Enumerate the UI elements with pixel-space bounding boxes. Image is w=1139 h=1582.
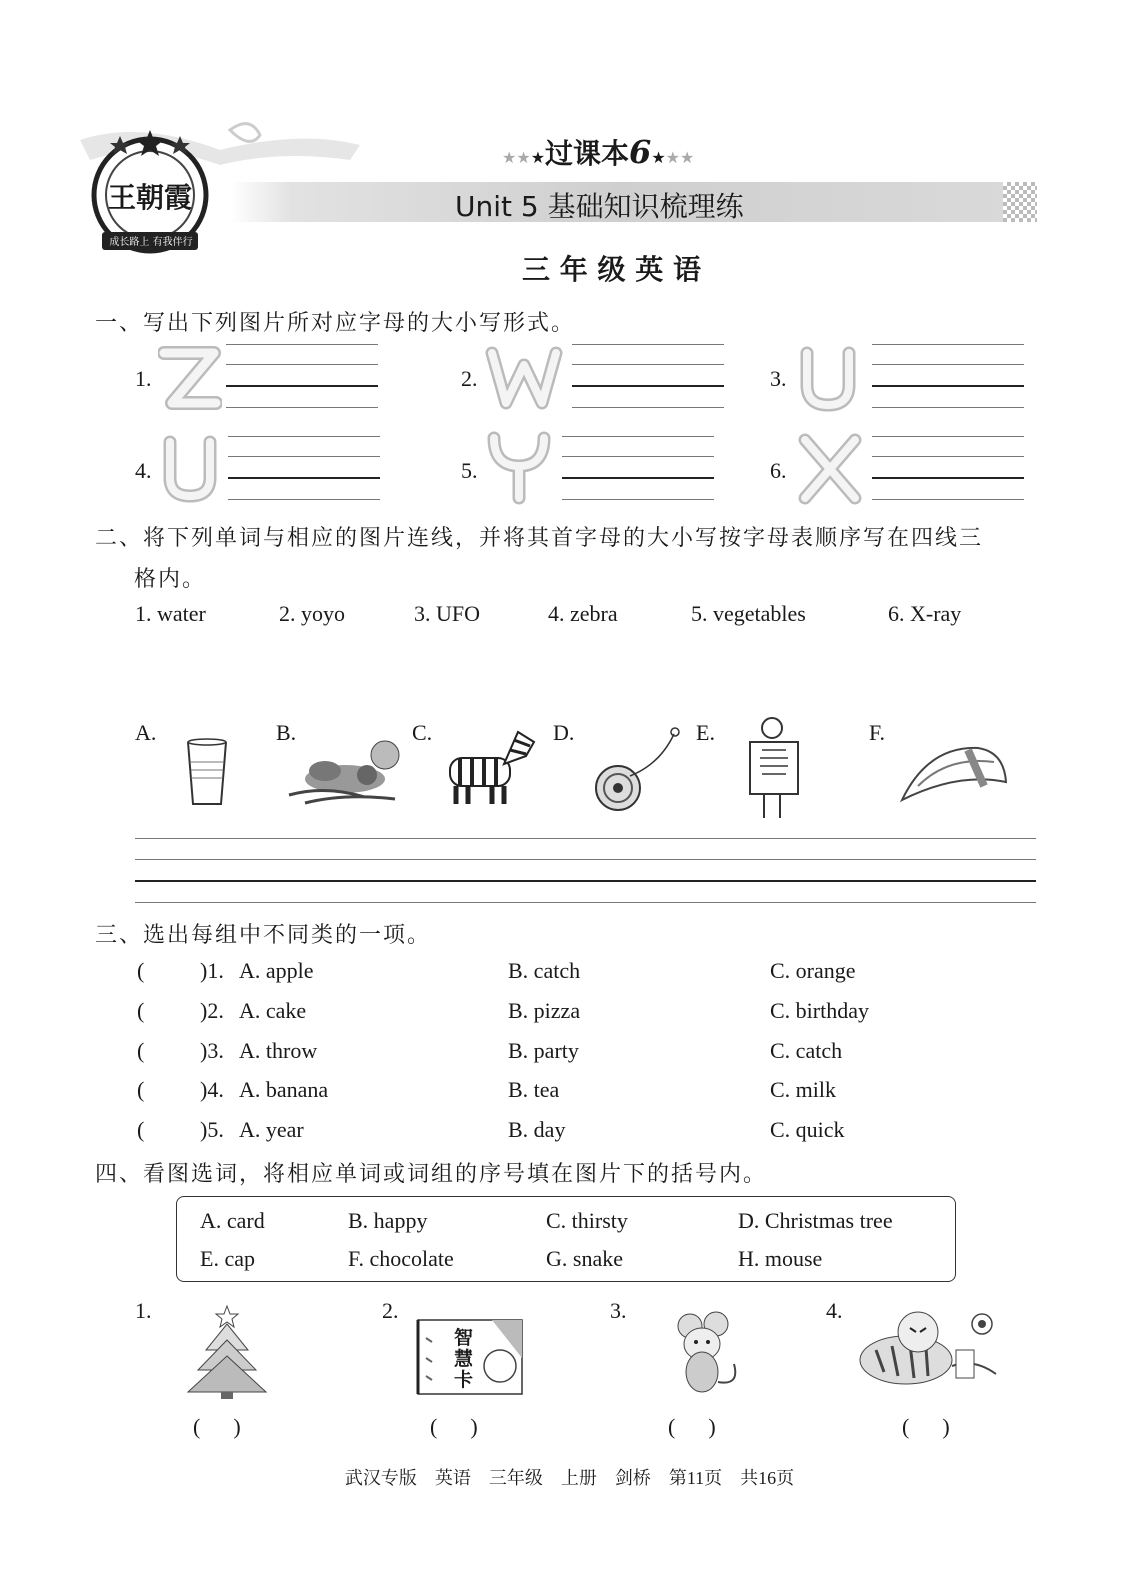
ufo-icon <box>898 742 1010 806</box>
four-line-grid <box>562 436 714 502</box>
letter-x-icon <box>795 432 865 506</box>
option-c: C. birthday <box>770 998 869 1023</box>
s2-word: 2. yoyo <box>279 601 345 626</box>
bank-option: G. snake <box>546 1246 623 1271</box>
question-number: )5. <box>200 1117 224 1142</box>
ribbon-pattern <box>1003 182 1037 222</box>
bank-option: E. cap <box>200 1246 255 1271</box>
letter-z-icon <box>158 345 222 413</box>
s1-item-num: 4. <box>135 458 152 483</box>
series-number: 6 <box>629 133 652 171</box>
s1-item-num: 6. <box>770 458 787 483</box>
option-b: B. pizza <box>508 998 581 1023</box>
s4-pic-num: 3. <box>610 1298 627 1323</box>
zebra-icon <box>440 724 538 810</box>
letter-w-icon <box>484 345 564 413</box>
question-number: )1. <box>200 958 224 983</box>
answer-paren-open[interactable]: ( <box>137 998 145 1023</box>
s4-pic-num: 2. <box>382 1298 399 1323</box>
answer-paren-open[interactable]: ( <box>137 1077 145 1102</box>
option-c: C. quick <box>770 1117 845 1142</box>
logo-text: 王朝霞 <box>108 181 193 214</box>
option-c: C. milk <box>770 1077 837 1102</box>
option-b: B. party <box>508 1038 579 1063</box>
answer-paren-open[interactable]: ( <box>137 958 145 983</box>
four-line-grid <box>872 344 1024 410</box>
answer-four-line-grid <box>135 838 1036 904</box>
four-line-grid <box>872 436 1024 502</box>
s4-pic-num: 4. <box>826 1298 843 1323</box>
option-a: A. banana <box>239 1077 329 1102</box>
bank-option: F. chocolate <box>348 1246 454 1271</box>
question-number: )4. <box>200 1077 224 1102</box>
unit-title: Unit 5 基础知识梳理练 <box>455 190 744 223</box>
letter-u-icon <box>795 345 861 413</box>
s2-word: 5. vegetables <box>691 601 806 626</box>
s2-pic-label: C. <box>412 720 433 745</box>
bank-option: D. Christmas tree <box>738 1208 893 1233</box>
s2-word: 4. zebra <box>548 601 618 626</box>
thirsty-tiger-icon <box>856 1306 1004 1392</box>
bank-option: C. thirsty <box>546 1208 628 1233</box>
christmas-tree-icon <box>184 1304 270 1400</box>
section1-title: 一、写出下列图片所对应字母的大小写形式。 <box>95 311 576 336</box>
option-a: A. throw <box>239 1038 318 1063</box>
s1-item-num: 5. <box>461 458 478 483</box>
card-text: 智慧卡 <box>454 1327 474 1391</box>
series-label: 过课本 <box>545 137 630 170</box>
option-c: C. orange <box>770 958 856 983</box>
answer-blank[interactable]: ( ) <box>668 1414 716 1439</box>
series-heading: ★★★过课本6★★★ <box>502 133 695 171</box>
option-c: C. catch <box>770 1038 843 1063</box>
letter-y-icon <box>484 430 554 506</box>
section4-title: 四、看图选词，将相应单词或词组的序号填在图片下的括号内。 <box>95 1162 768 1187</box>
subject-title: 三 年 级 英 语 <box>522 253 701 286</box>
s2-pic-label: F. <box>869 720 885 745</box>
s2-word: 6. X-ray <box>888 601 962 626</box>
answer-paren-open[interactable]: ( <box>137 1117 145 1142</box>
letter-u-icon <box>158 434 222 504</box>
bank-option: H. mouse <box>738 1246 823 1271</box>
s2-pic-label: E. <box>696 720 715 745</box>
answer-blank[interactable]: ( ) <box>430 1414 478 1439</box>
bank-option: B. happy <box>348 1208 428 1233</box>
question-number: )3. <box>200 1038 224 1063</box>
s1-item-num: 3. <box>770 366 787 391</box>
section3-title: 三、选出每组中不同类的一项。 <box>95 923 432 948</box>
mouse-icon <box>660 1306 746 1398</box>
four-line-grid <box>572 344 724 410</box>
vegetables-icon <box>285 735 411 811</box>
option-a: A. year <box>239 1117 304 1142</box>
s2-word: 1. water <box>135 601 206 626</box>
logo-slogan: 成长路上 有我伴行 <box>109 237 193 248</box>
s2-pic-label: B. <box>276 720 297 745</box>
section2-title: 二、将下列单词与相应的图片连线，并将其首字母的大小写按字母表顺序写在四线三 <box>95 526 984 551</box>
question-number: )2. <box>200 998 224 1023</box>
section2-title-cont: 格内。 <box>134 567 207 592</box>
option-b: B. tea <box>508 1077 560 1102</box>
s1-item-num: 1. <box>135 366 152 391</box>
bank-option: A. card <box>200 1208 265 1233</box>
s1-item-num: 2. <box>461 366 478 391</box>
option-a: A. apple <box>239 958 314 983</box>
four-line-grid <box>226 344 378 410</box>
option-b: B. catch <box>508 958 581 983</box>
s4-pic-num: 1. <box>135 1298 152 1323</box>
s2-pic-label: D. <box>553 720 575 745</box>
answer-blank[interactable]: ( ) <box>193 1414 241 1439</box>
option-a: A. cake <box>239 998 307 1023</box>
answer-blank[interactable]: ( ) <box>902 1414 950 1439</box>
x-ray-icon <box>744 716 804 822</box>
s2-pic-label: A. <box>135 720 157 745</box>
yoyo-icon <box>590 724 690 814</box>
glass-of-water-icon <box>184 738 230 808</box>
four-line-grid <box>228 436 380 502</box>
option-b: B. day <box>508 1117 566 1142</box>
page-footer: 武汉专版 英语 三年级 上册 剑桥 第11页 共16页 <box>344 1468 795 1488</box>
s2-word: 3. UFO <box>414 601 481 626</box>
answer-paren-open[interactable]: ( <box>137 1038 145 1063</box>
